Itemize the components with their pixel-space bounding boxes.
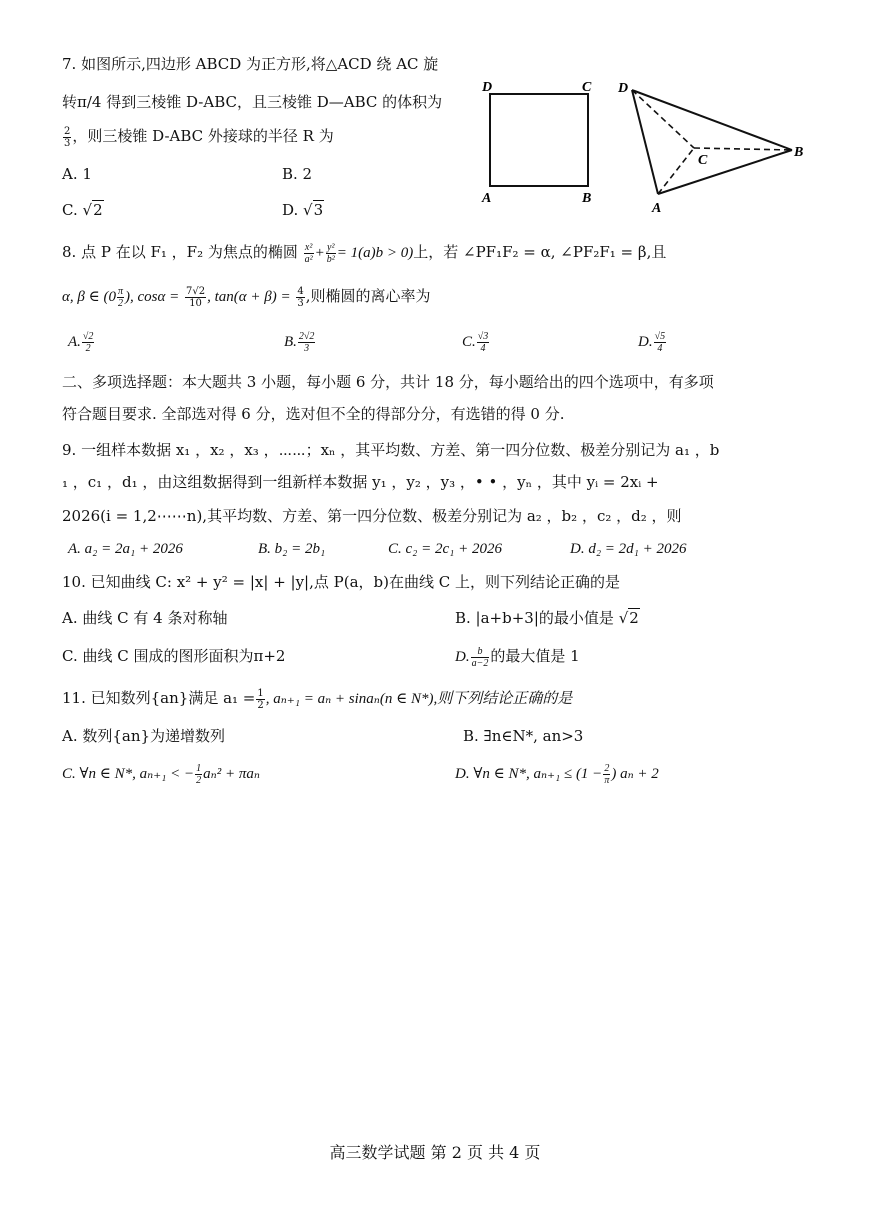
q7-option-d: D. √3: [282, 201, 324, 219]
q7-volume-fraction: $\frac{2}{3}$: [64, 125, 71, 149]
edge-db: [632, 90, 792, 150]
q7-line1: 7. 如图所示,四边形 ABCD 为正方形,将△ACD 绕 AC 旋: [62, 55, 439, 73]
section2-line1: 二、多项选择题：本大题共 3 小题，每小题 6 分，共计 18 分，每小题给出的四个选项中，有多项: [62, 373, 714, 391]
q9-line1: 9. 一组样本数据 x₁ ，x₂ ，x₃ ，⋯⋯；xₙ ，其平均数、方差、第一四分位数、极差分别记为 a₁ ，b: [62, 441, 720, 459]
q7-option-b: B. 2: [282, 165, 313, 183]
square-label-d: D: [482, 80, 493, 95]
tetra-label-d: D: [618, 81, 629, 96]
q8-line1: 8. 点 P 在以 F₁ ，F₂ 为焦点的椭圆 $\frac{\text{x²}}{\text{a²}}$ + $\frac{\text{y²}}{\text{b²}}$ = 1(a)b > 0)上，若 ∠PF₁F₂ = α, ∠PF₂F₁ = β,且: [62, 242, 667, 266]
q11-option-d: D. ∀n ∈ N*, aₙ₊₁ ≤ (1 − $\frac{2}{\pi}$ ) aₙ + 2: [455, 763, 659, 787]
q10-stem: 10. 已知曲线 C: x² + y² = |x| + |y|,点 P(a，b)在曲线 C 上，则下列结论正确的是: [62, 573, 621, 591]
page-footer: 高三数学试题 第 2 页 共 4 页: [329, 1143, 541, 1162]
q7-option-a: A. 1: [62, 165, 92, 183]
q9-line3: 2026(i = 1,2⋯⋯n),其平均数、方差、第一四分位数、极差分别记为 a₂ ，b₂ ，c₂ ，d₂ ，则: [62, 507, 682, 525]
q8-option-d: D. $\frac{√5}{4}$: [638, 331, 666, 355]
square-label-a: A: [482, 191, 492, 206]
q10-option-b: B. |a+b+3|的最小值是 √2: [455, 609, 639, 627]
edge-dc: [632, 90, 694, 148]
tetra-label-a: A: [652, 201, 662, 214]
edge-ab: [658, 150, 792, 194]
square-abcd: [490, 94, 588, 186]
tetra-label-b: B: [794, 145, 804, 160]
q9-option-d: D. d₂ = 2d₁ + 2026: [570, 541, 687, 557]
q10-option-d: D. $\frac{b}{a-2}$ 的最大值是 1: [455, 645, 580, 669]
q9-option-b: B. b₂ = 2b₁: [258, 541, 326, 557]
q7-line2: 转π/4 得到三棱锥 D-ABC，且三棱锥 D—ABC 的体积为: [62, 93, 443, 111]
q8-option-b: B. $\frac{2√2}{3}$: [284, 331, 315, 355]
square-label-c: C: [582, 80, 592, 95]
q7-line3: $\frac{2}{3}$ ，则三棱锥 D-ABC 外接球的半径 R 为: [64, 125, 334, 149]
q8-option-a: A. $\frac{√2}{2}$: [68, 331, 94, 355]
q11-option-c: C. ∀n ∈ N*, aₙ₊₁ < − $\frac{1}{2}$ aₙ² + πaₙ: [62, 763, 260, 787]
q9-line2: ₁ ，c₁ ，d₁ ，由这组数据得到一组新样本数据 y₁ ，y₂ ，y₃ ，• • ，yₙ ，其中 yᵢ = 2xᵢ +: [62, 473, 659, 491]
q11-option-b: B. ∃n∈N*, an>3: [463, 727, 584, 745]
tetra-label-c: C: [698, 153, 708, 168]
q8-option-c: C. $\frac{√3}{4}$: [462, 331, 489, 355]
q8-line2: α, β ∈ (0 $\frac{\pi}{2}$ ), cosα = $\frac{7√2}{10}$ , tan(α + β) = $\frac{4}{3}$ ,则椭圆的离心率为: [62, 285, 431, 309]
section2-line2: 符合题目要求. 全部选对得 6 分，选对但不全的得部分分，有选错的得 0 分.: [62, 405, 565, 423]
q10-option-c: C. 曲线 C 围成的图形面积为π+2: [62, 647, 286, 665]
edge-cb: [694, 148, 792, 150]
square-label-b: B: [582, 191, 592, 206]
q11-stem: 11. 已知数列{an}满足 a₁ = $\frac{1}{2}$ , aₙ₊₁ = aₙ + sinaₙ(n ∈ N*),则下列结论正确的是: [62, 687, 573, 711]
square-figure: [478, 74, 608, 209]
q11-option-a: A. 数列{an}为递增数列: [62, 727, 226, 745]
q10-option-a: A. 曲线 C 有 4 条对称轴: [62, 609, 228, 627]
q7-option-c: C. √2: [62, 201, 103, 219]
q9-option-c: C. c₂ = 2c₁ + 2026: [388, 541, 502, 557]
q9-option-a: A. a₂ = 2a₁ + 2026: [68, 541, 183, 557]
tetrahedron-figure: [612, 74, 812, 214]
edge-da: [632, 90, 658, 194]
